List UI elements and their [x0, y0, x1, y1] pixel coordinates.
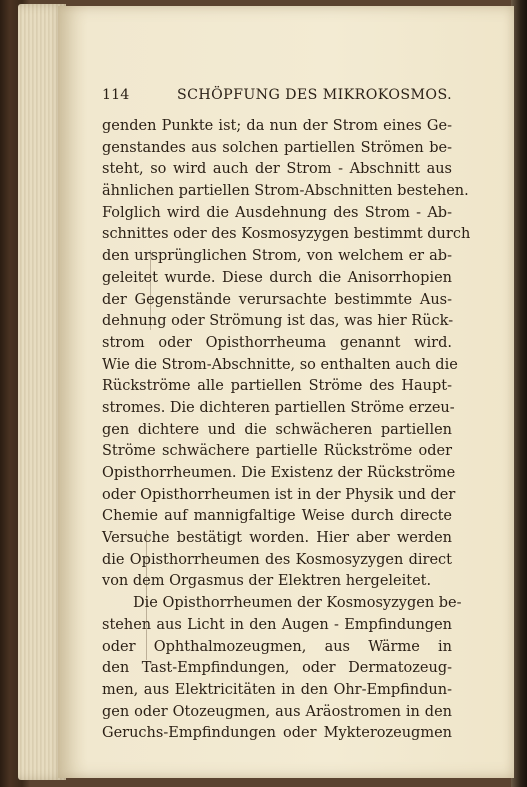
text-line: von dem Orgasmus der Elektren hergeleitet. [102, 573, 432, 590]
body-text [102, 116, 471, 745]
text-line: strom oder Opisthorrheuma genannt wird. [102, 334, 452, 351]
text-line: Versuche bestätigt worden. Hier aber werden [102, 530, 452, 547]
text-line: der Gegenstände verursachte bestimmte Aus- [102, 291, 452, 308]
text-line: genden Punkte ist; da nun der Strom eines Ge- [102, 118, 452, 134]
text-line: Chemie auf mannigfaltige Weise durch directe [102, 508, 452, 525]
text-line: men, aus Elektricitäten in den Ohr-Empfindun- [102, 681, 452, 698]
text-line: dehnung oder Strömung ist das, was hier Rück- [102, 313, 454, 330]
text-line: oder Opisthorrheumen ist in der Physik und der [102, 486, 456, 503]
text-line: gen dichtere und die schwächeren partiellen [102, 421, 452, 438]
text-line: Die Opisthorrheumen der Kosmosyzygen be- [133, 595, 462, 612]
text-line: gen oder Otozeugmen, aus Aräostromen in den [102, 703, 452, 720]
paragraph-1 [102, 116, 471, 593]
text-line: den Tast-Empfindungen, oder Dermatozeug- [102, 660, 452, 677]
text-line: schnittes oder des Kosmosyzygen bestimmt durch [102, 226, 471, 243]
text-line: Wie die Strom-Abschnitte, so enthalten auch die [102, 356, 458, 373]
text-line: Rückströme alle partiellen Ströme des Haupt- [102, 378, 452, 395]
text-line: geleitet wurde. Diese durch die Anisorrhopien [102, 269, 452, 286]
text-line: Opisthorrheumen. Die Existenz der Rückströme [102, 465, 456, 481]
paragraph-2 [102, 593, 462, 745]
text-line: Ströme schwächere partielle Rückströme oder [102, 443, 452, 460]
text-line: stromes. Die dichteren partiellen Ströme erzeu- [102, 399, 455, 416]
text-line: die Opisthorrheumen des Kosmosyzygen direct [102, 551, 452, 568]
text-line: oder Ophthalmozeugmen, aus Wärme in [102, 638, 452, 655]
text-line: den ursprünglichen Strom, von welchem er ab- [102, 248, 452, 265]
page-number: 114 [102, 87, 130, 103]
text-line: Geruchs-Empfindungen oder Mykterozeugmen [102, 725, 452, 742]
text-line: stehen aus Licht in den Augen - Empfindungen [102, 616, 452, 633]
text-line: steht, so wird auch der Strom - Abschnitt aus [102, 161, 452, 178]
page-header [102, 87, 452, 103]
text-line: Folglich wird die Ausdehnung des Strom - Ab- [102, 204, 452, 221]
running-title: SCHÖPFUNG DES MIKROKOSMOS. [176, 87, 452, 103]
text-line: genstandes aus solchen partiellen Strömen be- [102, 139, 452, 156]
text-line: ähnlichen partiellen Strom-Abschnitten bestehen. [102, 183, 469, 200]
